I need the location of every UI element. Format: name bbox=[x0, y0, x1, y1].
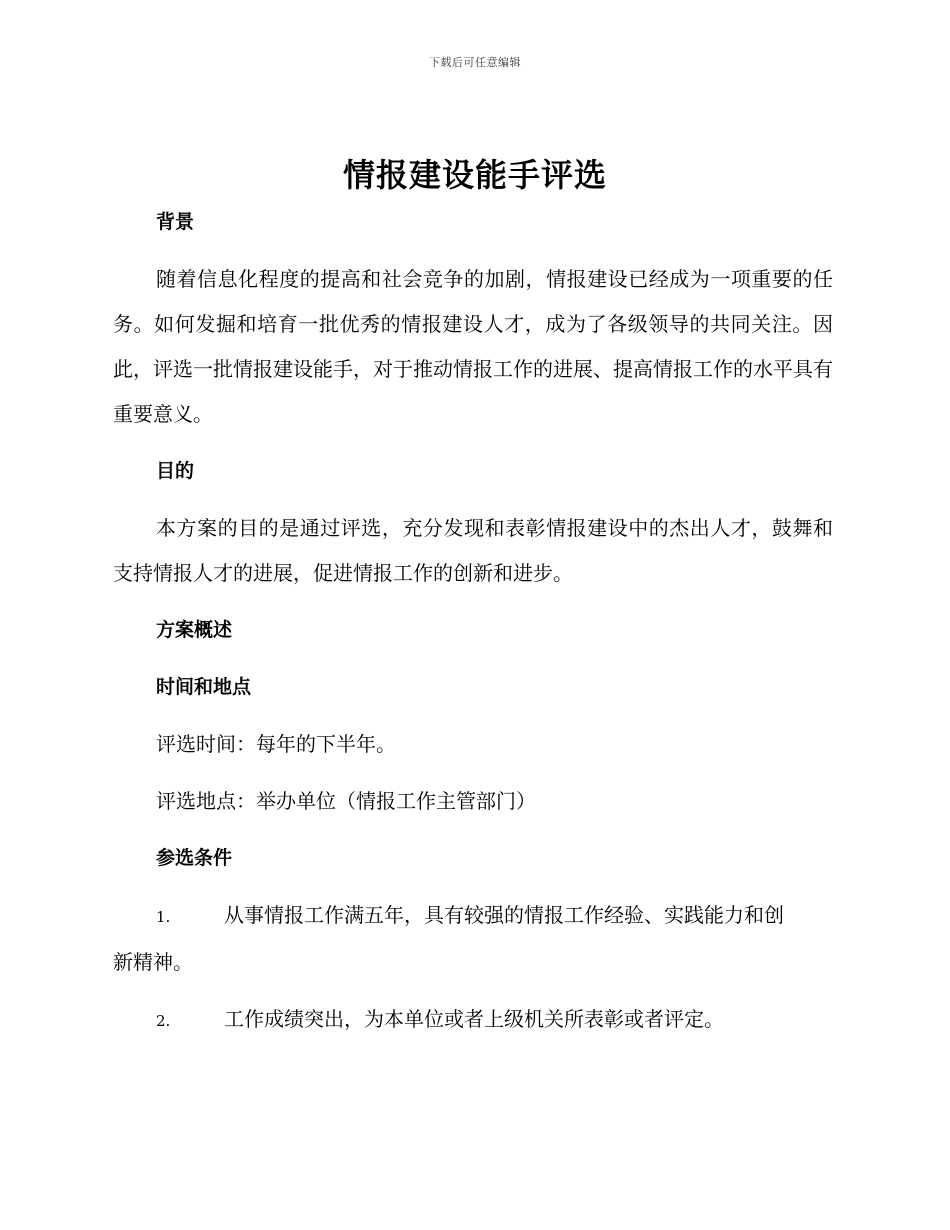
condition-text-continuation: 新精神。 bbox=[113, 950, 193, 974]
background-heading: 背景 bbox=[156, 211, 195, 233]
document-body bbox=[113, 200, 833, 1044]
page-header-note: 下载后可任意编辑 bbox=[429, 56, 521, 69]
conditions-heading: 参选条件 bbox=[156, 847, 233, 869]
condition-item-1 bbox=[113, 893, 833, 985]
time-place-heading: 时间和地点 bbox=[156, 676, 252, 698]
place-line: 评选地点：举办单位（情报工作主管部门） bbox=[156, 789, 536, 813]
condition-text: 工作成绩突出，为本单位或者上级机关所表彰或者评定。 bbox=[224, 1007, 724, 1031]
condition-item-2 bbox=[113, 997, 833, 1044]
condition-number: 2. bbox=[156, 1012, 171, 1030]
condition-number: 1. bbox=[156, 908, 171, 926]
background-paragraph: 随着信息化程度的提高和社会竞争的加剧，情报建设已经成为一项重要的任务。如何发掘和培育一批优秀的情报建设人才，成为了各级领导的共同关注。因此，评选一批情报建设能手，对于推动情报工作的进展、提高情报工作的水平具有重要意义。 bbox=[113, 267, 833, 426]
condition-text: 从事情报工作满五年，具有较强的情报工作经验、实践能力和创 bbox=[224, 903, 784, 927]
purpose-paragraph: 本方案的目的是通过评选，充分发现和表彰情报建设中的杰出人才，鼓舞和支持情报人才的进展，促进情报工作的创新和进步。 bbox=[113, 516, 833, 585]
time-line: 评选时间：每年的下半年。 bbox=[156, 732, 396, 756]
document-title: 情报建设能手评选 bbox=[342, 156, 607, 194]
overview-heading: 方案概述 bbox=[156, 619, 233, 641]
purpose-heading: 目的 bbox=[156, 460, 195, 482]
